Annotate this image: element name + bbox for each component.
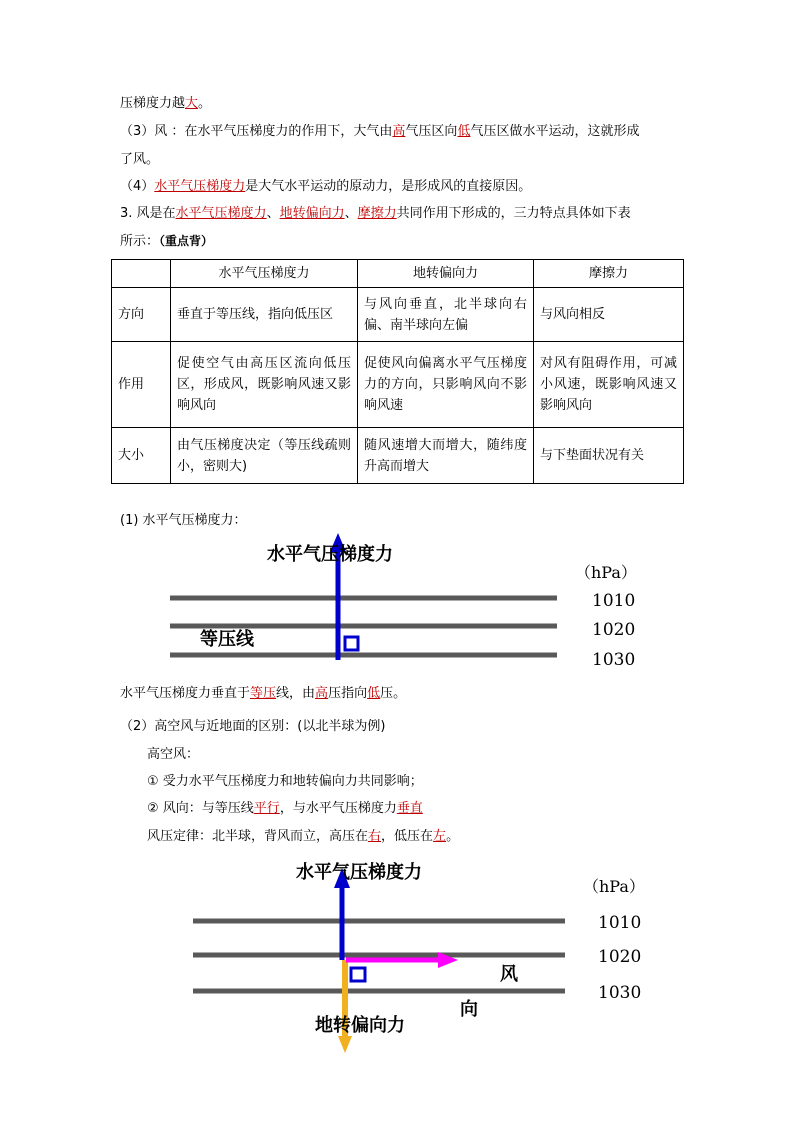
table-cell: 促使空气由高压区流向低压区，形成风，既影响风速又影响风向 — [171, 342, 358, 428]
table-cell: 由气压梯度决定（等压线疏则小，密则大) — [171, 428, 358, 484]
table-cell: 与风向相反 — [534, 288, 684, 342]
text-span: 水平气压梯度力垂直于 — [120, 686, 251, 701]
section1-caption — [120, 684, 406, 704]
table-cell: 随风速增大而增大，随纬度升高而增大 — [358, 428, 534, 484]
emphasis-note: （重点背） — [159, 234, 214, 248]
section2-heading: （2）高空风与近地面的区别：(以北半球为例) — [120, 719, 386, 734]
highlight-text: 摩擦力 — [357, 206, 397, 221]
text-span: 。 — [198, 96, 212, 111]
highlight-text: 水平气压梯度力 — [154, 179, 246, 194]
highlight-text: 高 — [315, 686, 329, 701]
text-span: 。 — [446, 829, 460, 844]
coriolis-label: 地转偏向力 — [315, 1015, 405, 1036]
text-span: 、 — [266, 206, 280, 221]
wind-label: 风 — [500, 964, 518, 985]
pressure-value: 1020 — [598, 947, 642, 967]
right-angle-marker-icon — [351, 968, 365, 981]
table-header-cell: 摩擦力 — [534, 260, 684, 288]
section2-item-1: ① 受力水平气压梯度力和地转偏向力共同影响； — [147, 774, 423, 789]
wind-label: 向 — [460, 999, 478, 1020]
text-span: ，与水平气压梯度力 — [279, 801, 397, 816]
highlight-text: 低 — [367, 686, 381, 701]
text-span: （3）风 ：在水平气压梯度力的作用下，大气由 — [120, 124, 393, 139]
text-span: 了风。 — [120, 152, 160, 167]
text-span: 共同作用下形成的，三力特点具体如下表 — [396, 206, 631, 221]
paragraph-three-forces-cont — [120, 231, 213, 252]
section2-subheading: 高空风： — [147, 747, 200, 762]
pressure-value: 1020 — [592, 620, 636, 640]
highlight-text: 大 — [185, 96, 199, 111]
table-cell: 对风有阻碍作用，可减小风速，既影响风速又影响风向 — [534, 342, 684, 428]
highlight-text: 水平气压梯度力 — [175, 206, 267, 221]
highlight-text: 地转偏向力 — [279, 206, 345, 221]
intro-line-1 — [120, 94, 211, 114]
table-row — [112, 342, 684, 428]
paragraph-wind-definition — [120, 122, 639, 142]
row-label: 方向 — [112, 288, 171, 342]
highlight-text: 平行 — [253, 801, 280, 816]
highlight-text: 等压 — [250, 686, 277, 701]
text-span: 线，由 — [276, 686, 316, 701]
table-row — [112, 428, 684, 484]
highlight-text: 高 — [392, 124, 406, 139]
table-header-row — [112, 260, 684, 288]
text-span: 压。 — [380, 686, 407, 701]
right-angle-marker-icon — [345, 637, 358, 650]
pressure-value: 1010 — [592, 591, 636, 611]
text-span: 、 — [344, 206, 358, 221]
table-cell: 垂直于等压线，指向低压区 — [171, 288, 358, 342]
pgf-label: 水平气压梯度力 — [267, 544, 393, 565]
table-cell: 与下垫面状况有关 — [534, 428, 684, 484]
highlight-text: 左 — [433, 829, 447, 844]
pressure-unit: （hPa） — [575, 563, 637, 582]
table-cell: 促使风向偏离水平气压梯度力的方向，只影响风向不影响风速 — [358, 342, 534, 428]
paragraph-driving-force — [120, 177, 531, 197]
pgf-label: 水平气压梯度力 — [296, 862, 422, 883]
pressure-value: 1030 — [592, 650, 636, 670]
pressure-unit: （hPa） — [583, 877, 645, 896]
table-row — [112, 288, 684, 342]
row-label: 作用 — [112, 342, 171, 428]
text-span: ② 风向：与等压线 — [147, 801, 254, 816]
isobar-label: 等压线 — [200, 629, 254, 650]
text-span: 气压区向 — [405, 124, 458, 139]
paragraph-wind-definition-cont — [120, 150, 159, 170]
forces-table — [111, 259, 684, 484]
text-span: 气压区做水平运动，这就形成 — [470, 124, 640, 139]
table-header-cell — [112, 260, 171, 288]
paragraph-three-forces — [120, 204, 631, 224]
text-span: 3. 风是在 — [120, 206, 176, 221]
table-header-cell: 地转偏向力 — [358, 260, 534, 288]
wind-pressure-law — [147, 827, 459, 847]
text-span: 压指向 — [328, 686, 368, 701]
section2-item-2 — [147, 799, 423, 819]
text-span: 风压定律：北半球，背风而立，高压在 — [147, 829, 369, 844]
highlight-text: 右 — [368, 829, 382, 844]
table-header-cell: 水平气压梯度力 — [171, 260, 358, 288]
arrowhead-icon — [338, 1036, 352, 1053]
section1-heading: (1) 水平气压梯度力： — [120, 513, 247, 528]
upper-wind-diagram — [0, 852, 794, 1057]
highlight-text: 低 — [457, 124, 471, 139]
text-span: 是大气水平运动的原动力，是形成风的直接原因。 — [245, 179, 532, 194]
text-span: 所示： — [120, 234, 160, 249]
highlight-text: 垂直 — [396, 801, 423, 816]
row-label: 大小 — [112, 428, 171, 484]
pgf-diagram — [0, 528, 794, 688]
pressure-value: 1030 — [598, 983, 642, 1003]
table-cell: 与风向垂直，北半球向右偏、南半球向左偏 — [358, 288, 534, 342]
text-span: （4） — [120, 179, 155, 194]
text-span: 压梯度力越 — [120, 96, 186, 111]
text-span: ，低压在 — [381, 829, 434, 844]
pressure-value: 1010 — [598, 913, 642, 933]
